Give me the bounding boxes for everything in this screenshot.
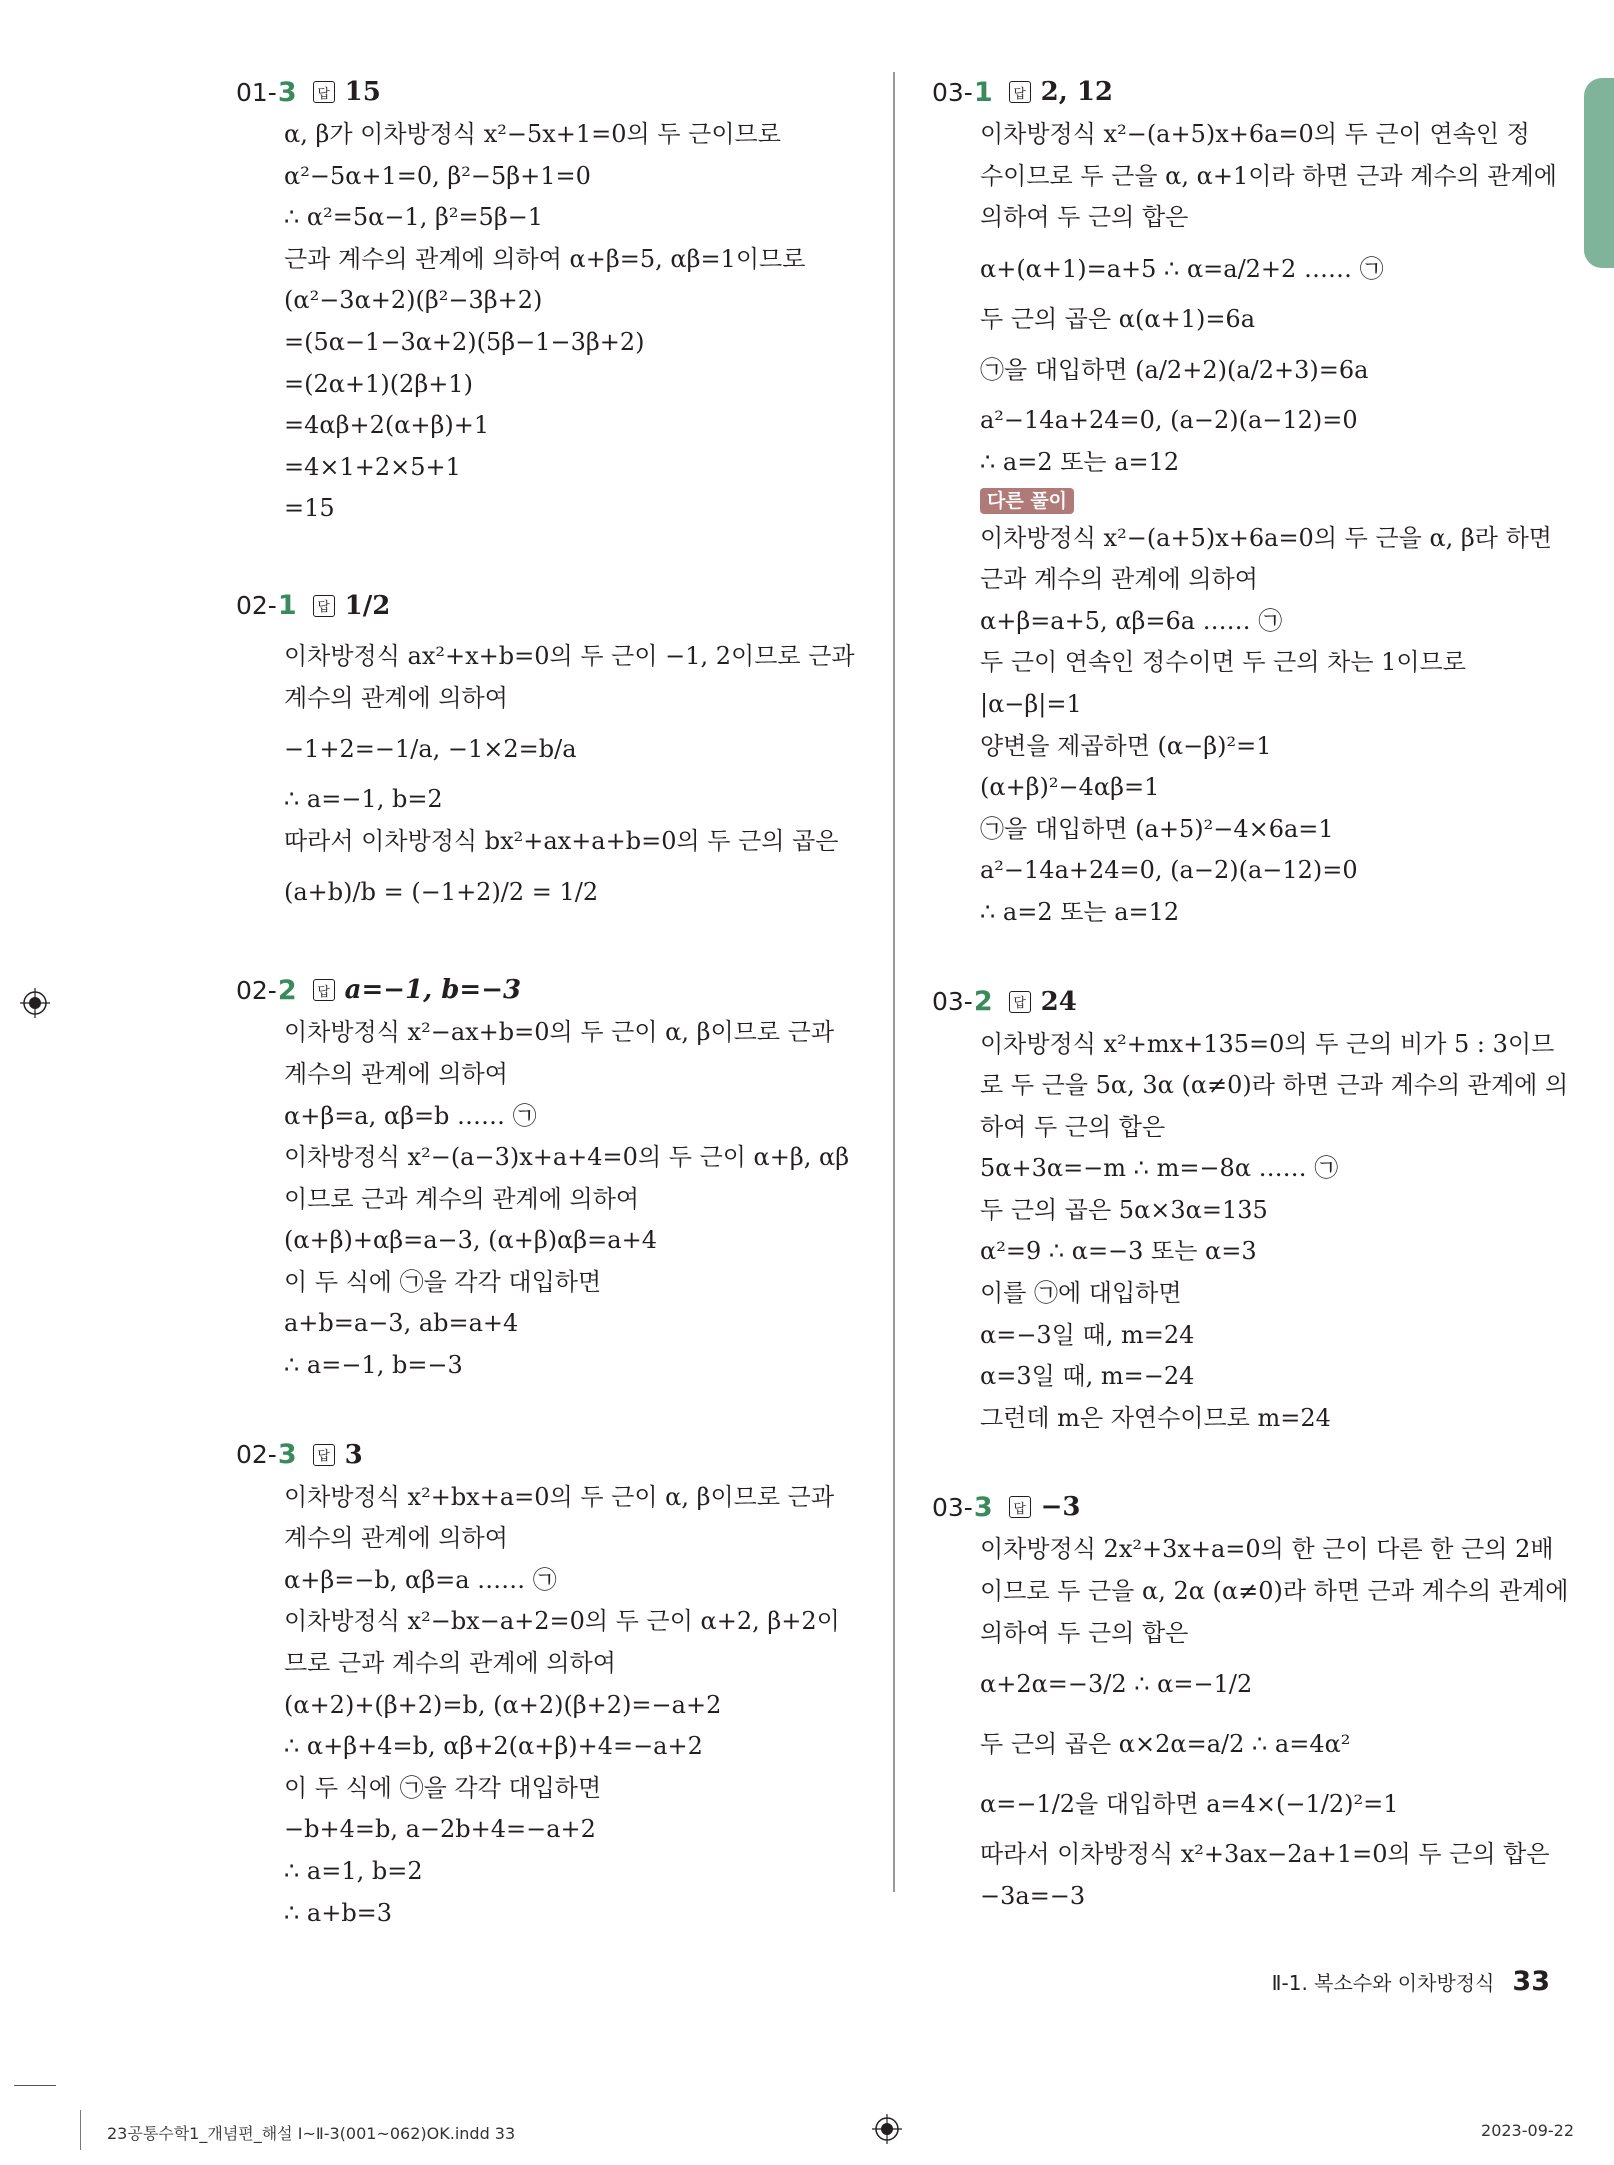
solution-line: 이차방정식 x²−(a−3)x+a+4=0의 두 근이 α+β, αβ [284,1143,850,1172]
solution-line: =15 [284,494,335,523]
solution-line: =(5α−1−3α+2)(5β−1−3β+2) [284,327,645,356]
solution-line: 5α+3α=−m ∴ m=−8α …… ㉠ [980,1154,1339,1183]
solution-line: 두 근이 연속인 정수이면 두 근의 차는 1이므로 [980,648,1466,677]
solution-line: (α+2)+(β+2)=b, (α+2)(β+2)=−a+2 [284,1690,722,1719]
solution-line: 로 두 근을 5α, 3α (α≠0)라 하면 근과 계수의 관계에 의 [980,1071,1569,1100]
problem-id: 02- [236,1440,277,1470]
solution-line: α=−1/2을 대입하면 a=4×(−1/2)²=1 [980,1790,1399,1819]
solution-line: 의하여 두 근의 합은 [980,203,1189,232]
solution-line: 이를 ㉠에 대입하면 [980,1279,1182,1308]
problem-header [932,70,1554,114]
chapter-label: Ⅱ-1. 복소수와 이차방정식 [1271,1971,1495,1995]
solution-line: 계수의 관계에 의하여 [284,683,508,712]
problem-03-3 [932,1485,1569,1917]
problem-number: 1 [973,76,993,108]
problem-header [932,1485,1554,1529]
answer-value: 24 [1040,986,1077,1017]
solution-line: α+β=a+5, αβ=6a …… ㉠ [980,606,1283,635]
column-divider [893,72,895,1892]
left-column [236,70,856,1934]
solution-line: 두 근의 곱은 α(α+1)=6a [980,304,1256,333]
problem-header [236,70,856,114]
solution-line: −3a=−3 [980,1881,1086,1910]
solution-line: 그런데 m은 자연수이므로 m=24 [980,1403,1331,1432]
solution-line: α²=9 ∴ α=−3 또는 α=3 [980,1237,1257,1266]
solution-line: 므로 근과 계수의 관계에 의하여 [284,1649,616,1678]
problem-header [932,980,1554,1024]
problem-number: 1 [277,590,297,622]
answer-badge: 답 [313,979,335,1001]
answer-badge: 답 [1009,81,1031,103]
solution-line: 따라서 이차방정식 bx²+ax+a+b=0의 두 근의 곱은 [284,826,839,855]
solution-line: ∴ α+β+4=b, αβ+2(α+β)+4=−a+2 [284,1732,703,1761]
problem-number: 2 [973,986,993,1017]
problem-number: 3 [277,76,297,108]
answer-value: 2, 12 [1040,77,1114,107]
problem-header [236,1433,856,1477]
alt-solution-tag: 다른 풀이 [980,488,1074,514]
problem-id: 03- [932,77,973,107]
solution-line: ∴ a+b=3 [284,1898,393,1927]
solution-line: α+β=−b, αβ=a …… ㉠ [284,1565,557,1594]
solution-line: a+b=a−3, ab=a+4 [284,1309,519,1338]
problem-header [236,968,856,1012]
problem-id: 02- [236,975,277,1005]
alt-solution-tag-row [932,484,1554,518]
solution-line: 두 근의 곱은 5α×3α=135 [980,1195,1268,1224]
solution-line: ∴ α²=5α−1, β²=5β−1 [284,203,544,232]
solution-line: =4αβ+2(α+β)+1 [284,411,490,440]
answer-value: a=−1, b=−3 [344,975,522,1006]
solution-line: =4×1+2×5+1 [284,452,461,481]
solution-line: ∴ a=1, b=2 [284,1857,423,1885]
section-side-tab [1584,78,1614,268]
crop-mark [14,2085,56,2086]
answer-value: 15 [344,77,381,107]
print-slug-file: 23공통수학1_개념편_해설 Ⅰ~Ⅱ-3(001~062)OK.indd 33 [107,2124,516,2143]
problem-02-2 [236,968,856,1386]
solution-line: 이차방정식 ax²+x+b=0의 두 근이 −1, 2이므로 근과 [284,641,855,670]
solution-line: |α−β|=1 [980,689,1082,718]
problem-id: 01- [236,77,277,107]
solution-line: α=−3일 때, m=24 [980,1320,1195,1349]
answer-badge: 답 [1009,991,1031,1013]
solution-line: α+2α=−3/2 ∴ α=−1/2 [980,1670,1253,1699]
problem-03-2 [932,980,1569,1440]
solution-line: 이차방정식 x²−(a+5)x+6a=0의 두 근이 연속인 정 [980,120,1530,148]
problem-id: 03- [932,1492,973,1522]
solution-line: 이므로 근과 계수의 관계에 의하여 [284,1184,640,1213]
solution-line: ∴ a=−1, b=−3 [284,1351,463,1380]
problem-number: 2 [277,974,297,1006]
answer-badge: 답 [313,595,335,617]
solution-line: ∴ a=2 또는 a=12 [980,447,1180,476]
solution-line: 계수의 관계에 의하여 [284,1524,508,1553]
problem-number: 3 [277,1439,297,1471]
solution-line: ∴ a=−1, b=2 [284,785,443,814]
solution-line: 의하여 두 근의 합은 [980,1618,1189,1647]
problem-id: 03- [932,987,973,1016]
solution-line: ㉠을 대입하면 (a+5)²−4×6a=1 [980,814,1334,843]
answer-badge: 답 [313,1444,335,1466]
right-column [932,70,1569,1917]
page-number: 33 [1512,1966,1550,1997]
problem-03-1 [932,70,1557,934]
solution-line: 이차방정식 x²−(a+5)x+6a=0의 두 근을 α, β라 하면 [980,523,1552,552]
solution-line: ㉠을 대입하면 (a/2+2)(a/2+3)=6a [980,356,1369,385]
solution-line: 계수의 관계에 의하여 [284,1059,508,1088]
solution-line: −b+4=b, a−2b+4=−a+2 [284,1815,596,1844]
answer-value: −3 [1040,1492,1081,1523]
solution-line: 이차방정식 x²+bx+a=0의 두 근이 α, β이므로 근과 [284,1482,835,1511]
solution-line: α, β가 이차방정식 x²−5x+1=0의 두 근이므로 [284,120,781,148]
slug-divider [80,2110,81,2150]
problem-id: 02- [236,591,277,621]
answer-value: 3 [344,1439,363,1470]
solution-line: α+(α+1)=a+5 ∴ α=a/2+2 …… ㉠ [980,254,1384,283]
solution-line: α²−5α+1=0, β²−5β+1=0 [284,161,591,190]
solution-line: (α+β)+αβ=a−3, (α+β)αβ=a+4 [284,1226,657,1255]
registration-mark-icon [20,988,50,1018]
solution-line: 양변을 제곱하면 (α−β)²=1 [980,731,1272,760]
problem-02-1 [236,576,856,922]
solution-line: 이차방정식 x²−ax+b=0의 두 근이 α, β이므로 근과 [284,1018,835,1047]
solution-line: (α²−3α+2)(β²−3β+2) [284,286,543,315]
solution-line: α=3일 때, m=−24 [980,1362,1195,1391]
problem-02-3 [236,1433,856,1935]
solution-line: a²−14a+24=0, (a−2)(a−12)=0 [980,856,1358,885]
solution-line: a²−14a+24=0, (a−2)(a−12)=0 [980,406,1358,435]
solution-line: 근과 계수의 관계에 의하여 [980,565,1258,594]
solution-line: (α+β)²−4αβ=1 [980,773,1160,802]
solution-line: 하여 두 근의 합은 [980,1112,1166,1141]
solution-line: 따라서 이차방정식 x²+3ax−2a+1=0의 두 근의 합은 [980,1840,1550,1869]
page-footer [1272,1966,1550,1997]
solution-line: 이므로 두 근을 α, 2α (α≠0)라 하면 근과 계수의 관계에 [980,1577,1569,1606]
problem-number: 3 [973,1491,993,1523]
answer-value: 1/2 [344,590,391,621]
print-slug-date: 2023-09-22 [1481,2121,1574,2140]
solution-line: α+β=a, αβ=b …… ㉠ [284,1101,537,1130]
answer-badge: 답 [1009,1496,1031,1518]
registration-mark-icon [872,2114,902,2144]
solution-line: −1+2=−1/a, −1×2=b/a [284,735,577,764]
solution-line: 이차방정식 x²−bx−a+2=0의 두 근이 α+2, β+2이 [284,1607,840,1636]
solution-line: (a+b)/b = (−1+2)/2 = 1/2 [284,878,599,907]
solution-line: 두 근의 곱은 α×2α=a/2 ∴ a=4α² [980,1730,1351,1759]
solution-line: 이 두 식에 ㉠을 각각 대입하면 [284,1267,602,1296]
problem-header [236,576,856,636]
solution-line: 이 두 식에 ㉠을 각각 대입하면 [284,1773,602,1802]
answer-badge: 답 [313,81,335,103]
solution-line: ∴ a=2 또는 a=12 [980,897,1180,926]
problem-01-3 [236,70,856,530]
solution-line: =(2α+1)(2β+1) [284,369,473,398]
solution-line: 근과 계수의 관계에 의하여 α+β=5, αβ=1이므로 [284,244,806,273]
solution-line: 이차방정식 2x²+3x+a=0의 한 근이 다른 한 근의 2배 [980,1535,1554,1564]
solution-line: 수이므로 두 근을 α, α+1이라 하면 근과 계수의 관계에 [980,161,1557,190]
solution-line: 이차방정식 x²+mx+135=0의 두 근의 비가 5 : 3이므 [980,1029,1555,1058]
